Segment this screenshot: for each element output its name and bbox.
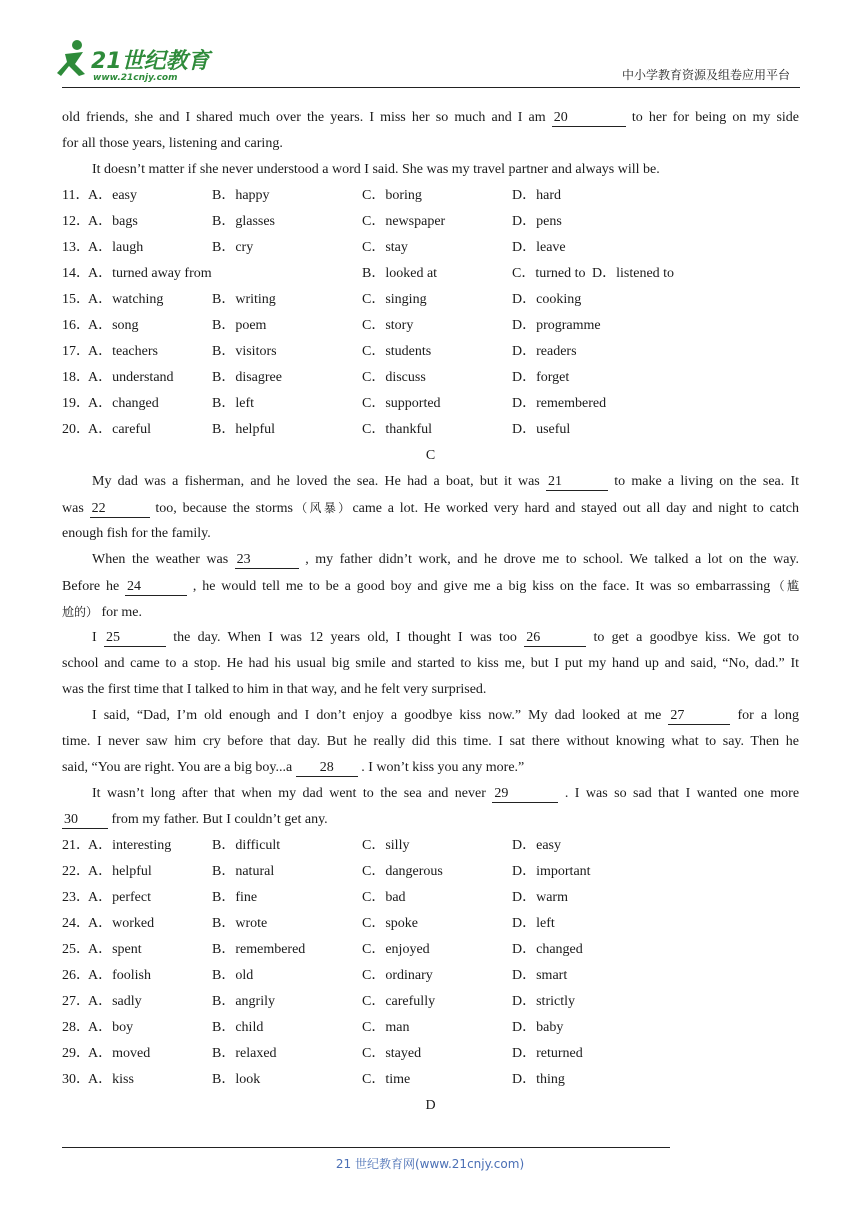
option-b: B．looked at xyxy=(362,266,438,281)
runner-icon xyxy=(57,40,85,76)
passage-line: It wasn’t long after that when my dad went to the sea and never 29 . I was so sad that I wanted one more xyxy=(92,786,799,801)
option-c: C．man xyxy=(362,1020,410,1035)
option-c: C．students xyxy=(362,344,432,359)
option-row xyxy=(62,261,799,287)
question-number: 27． xyxy=(62,994,90,1009)
question-number: 11． xyxy=(62,188,90,203)
option-b: B．relaxed xyxy=(212,1046,277,1061)
option-c: C．carefully xyxy=(362,994,436,1009)
passage-line: 30 from my father. But I couldn’t get any. xyxy=(64,812,328,827)
option-b: B．old xyxy=(212,968,254,983)
option-d: D．changed xyxy=(512,942,583,957)
options-list-21-30 xyxy=(62,833,799,1093)
option-c: C．discuss xyxy=(362,370,426,385)
passage-line: Before he 24 , he would tell me to be a good boy and give me a big kiss on the face. It was so embarrassing（尴 xyxy=(62,579,799,594)
option-row xyxy=(62,365,799,391)
option-a: A．helpful xyxy=(88,864,152,879)
logo-text: 21世纪教育 xyxy=(91,49,210,74)
blank-24: 24 xyxy=(125,579,187,596)
option-b: B．natural xyxy=(212,864,275,879)
passage-line: time. I never saw him cry before that day. But he really did this time. I sat there without knowing what to say. Then he xyxy=(62,734,799,749)
blank-30: 30 xyxy=(62,812,108,829)
option-d: D．useful xyxy=(512,422,571,437)
option-row xyxy=(62,235,799,261)
options-list-11-20 xyxy=(62,183,799,443)
option-d: D．strictly xyxy=(512,994,575,1009)
passage-line: was the first time that I talked to him in that way, and he felt very surprised. xyxy=(62,682,487,697)
option-row xyxy=(62,391,799,417)
header-divider xyxy=(62,87,800,88)
question-number: 12． xyxy=(62,214,90,229)
passage-line: for all those years, listening and caring. xyxy=(62,136,283,151)
option-d: D．baby xyxy=(512,1020,564,1035)
option-a: A．worked xyxy=(88,916,155,931)
blank-23: 23 xyxy=(235,552,299,569)
option-c: C．stay xyxy=(362,240,408,255)
document-body xyxy=(62,105,799,1119)
section-heading-d: D xyxy=(425,1098,436,1113)
option-row xyxy=(62,833,799,859)
question-number: 17． xyxy=(62,344,90,359)
option-row xyxy=(62,417,799,443)
option-row xyxy=(62,1067,799,1093)
option-b: B．glasses xyxy=(212,214,275,229)
option-d: D．thing xyxy=(512,1072,565,1087)
footer-text: 21 世纪教育网(www.21cnjy.com) xyxy=(335,1157,525,1171)
option-c: C．supported xyxy=(362,396,441,411)
option-c: C．bad xyxy=(362,890,406,905)
option-b: B．child xyxy=(212,1020,264,1035)
option-c: C．stayed xyxy=(362,1046,422,1061)
option-a: A．moved xyxy=(88,1046,151,1061)
option-a: A．careful xyxy=(88,422,151,437)
option-c: C．silly xyxy=(362,838,410,853)
option-a: A．perfect xyxy=(88,890,151,905)
option-row xyxy=(62,1041,799,1067)
blank-21: 21 xyxy=(546,474,608,491)
option-a: A．laugh xyxy=(88,240,144,255)
option-d: D．easy xyxy=(512,838,561,853)
option-b: B．happy xyxy=(212,188,270,203)
logo-url: www.21cnjy.com xyxy=(93,73,178,83)
question-number: 30． xyxy=(62,1072,90,1087)
option-a: A．interesting xyxy=(88,838,172,853)
option-a: A．foolish xyxy=(88,968,151,983)
question-number: 24． xyxy=(62,916,90,931)
question-number: 22． xyxy=(62,864,90,879)
option-b: B．wrote xyxy=(212,916,268,931)
passage-line: It doesn’t matter if she never understood a word I said. She was my travel partner and always will be. xyxy=(92,162,660,177)
option-b: B．left xyxy=(212,396,254,411)
option-d: D．returned xyxy=(512,1046,583,1061)
option-row xyxy=(62,209,799,235)
option-d: D．pens xyxy=(512,214,562,229)
option-c: C．time xyxy=(362,1072,411,1087)
blank-20: 20 xyxy=(552,110,626,127)
option-d: D．smart xyxy=(512,968,568,983)
passage-line: enough fish for the family. xyxy=(62,526,211,541)
option-a: A．turned away from xyxy=(88,266,212,281)
question-number: 15． xyxy=(62,292,90,307)
question-number: 25． xyxy=(62,942,90,957)
question-number: 16． xyxy=(62,318,90,333)
option-b: B．angrily xyxy=(212,994,275,1009)
option-row xyxy=(62,339,799,365)
footer-divider xyxy=(62,1147,670,1148)
option-a: A．sadly xyxy=(88,994,142,1009)
option-c: C．dangerous xyxy=(362,864,443,879)
question-number: 14． xyxy=(62,266,90,281)
question-number: 28． xyxy=(62,1020,90,1035)
option-b: B．remembered xyxy=(212,942,306,957)
passage-line: My dad was a fisherman, and he loved the sea. He had a boat, but it was 21 to make a living on the sea. It xyxy=(92,474,799,489)
option-c: C．spoke xyxy=(362,916,418,931)
option-d: D．listened to xyxy=(592,266,675,281)
option-d: D．forget xyxy=(512,370,570,385)
option-row xyxy=(62,885,799,911)
option-a: A．changed xyxy=(88,396,159,411)
blank-26: 26 xyxy=(524,630,586,647)
option-row xyxy=(62,963,799,989)
passage-line: 尬的） for me. xyxy=(62,605,142,620)
question-number: 18． xyxy=(62,370,90,385)
passage-line: said, “You are right. You are a big boy...a 28 . I won’t kiss you any more.” xyxy=(62,760,525,775)
option-row xyxy=(62,937,799,963)
option-a: A．boy xyxy=(88,1020,134,1035)
option-d: D．important xyxy=(512,864,591,879)
question-number: 19． xyxy=(62,396,90,411)
option-b: B．writing xyxy=(212,292,276,307)
passage-line: I 25 the day. When I was 12 years old, I thought I was too 26 to get a goodbye kiss. We got to xyxy=(92,630,799,645)
option-d: D．left xyxy=(512,916,555,931)
logo xyxy=(55,38,225,84)
option-row xyxy=(62,859,799,885)
question-number: 29． xyxy=(62,1046,90,1061)
blank-25: 25 xyxy=(104,630,166,647)
option-c: C．ordinary xyxy=(362,968,433,983)
option-b: B．poem xyxy=(212,318,267,333)
question-number: 13． xyxy=(62,240,90,255)
option-d: D．leave xyxy=(512,240,566,255)
option-b: B．disagree xyxy=(212,370,282,385)
passage-line: old friends, she and I shared much over the years. I miss her so much and I am 20 to her for being on my side xyxy=(62,110,799,125)
option-a: A．watching xyxy=(88,292,164,307)
option-c: C．thankful xyxy=(362,422,432,437)
option-row xyxy=(62,1015,799,1041)
option-c: C．singing xyxy=(362,292,427,307)
option-a: A．teachers xyxy=(88,344,158,359)
blank-27: 27 xyxy=(668,708,730,725)
option-d: D．remembered xyxy=(512,396,607,411)
option-c: C．turned to xyxy=(512,266,586,281)
option-b: B．visitors xyxy=(212,344,277,359)
option-d: D．cooking xyxy=(512,292,582,307)
passage-line: school and came to a stop. He had his usual big smile and started to kiss me, but I put my hand up and said, “No, dad.” It xyxy=(62,656,799,671)
option-a: A．song xyxy=(88,318,139,333)
option-row xyxy=(62,313,799,339)
option-b: B．difficult xyxy=(212,838,281,853)
option-b: B．cry xyxy=(212,240,254,255)
option-b: B．helpful xyxy=(212,422,275,437)
question-number: 21． xyxy=(62,838,90,853)
option-a: A．bags xyxy=(88,214,138,229)
option-a: A．spent xyxy=(88,942,142,957)
passage-line: I said, “Dad, I’m old enough and I don’t enjoy a goodbye kiss now.” My dad looked at me 27 for a long xyxy=(92,708,799,723)
question-number: 20． xyxy=(62,422,90,437)
option-row xyxy=(62,183,799,209)
option-a: A．understand xyxy=(88,370,174,385)
option-row xyxy=(62,989,799,1015)
section-heading-c: C xyxy=(425,448,436,463)
passage-line: was 22 too, because the storms（风暴）came a lot. He worked very hard and stayed out all day and night to catch xyxy=(62,501,799,516)
option-b: B．fine xyxy=(212,890,258,905)
blank-28: 28 xyxy=(296,760,358,777)
option-d: D．hard xyxy=(512,188,561,203)
option-c: C．enjoyed xyxy=(362,942,430,957)
option-row xyxy=(62,287,799,313)
option-a: A．easy xyxy=(88,188,137,203)
option-row xyxy=(62,911,799,937)
blank-29: 29 xyxy=(492,786,558,803)
option-c: C．newspaper xyxy=(362,214,446,229)
option-d: D．programme xyxy=(512,318,601,333)
platform-name: 中小学教育资源及组卷应用平台 xyxy=(621,68,790,82)
option-c: C．story xyxy=(362,318,414,333)
option-c: C．boring xyxy=(362,188,422,203)
question-number: 23． xyxy=(62,890,90,905)
question-number: 26． xyxy=(62,968,90,983)
option-a: A．kiss xyxy=(88,1072,134,1087)
page-header xyxy=(0,0,860,92)
option-b: B．look xyxy=(212,1072,261,1087)
option-d: D．readers xyxy=(512,344,577,359)
blank-22: 22 xyxy=(90,501,150,518)
passage-line: When the weather was 23 , my father didn’t work, and he drove me to school. We talked a lot on the way. xyxy=(92,552,799,567)
option-d: D．warm xyxy=(512,890,568,905)
